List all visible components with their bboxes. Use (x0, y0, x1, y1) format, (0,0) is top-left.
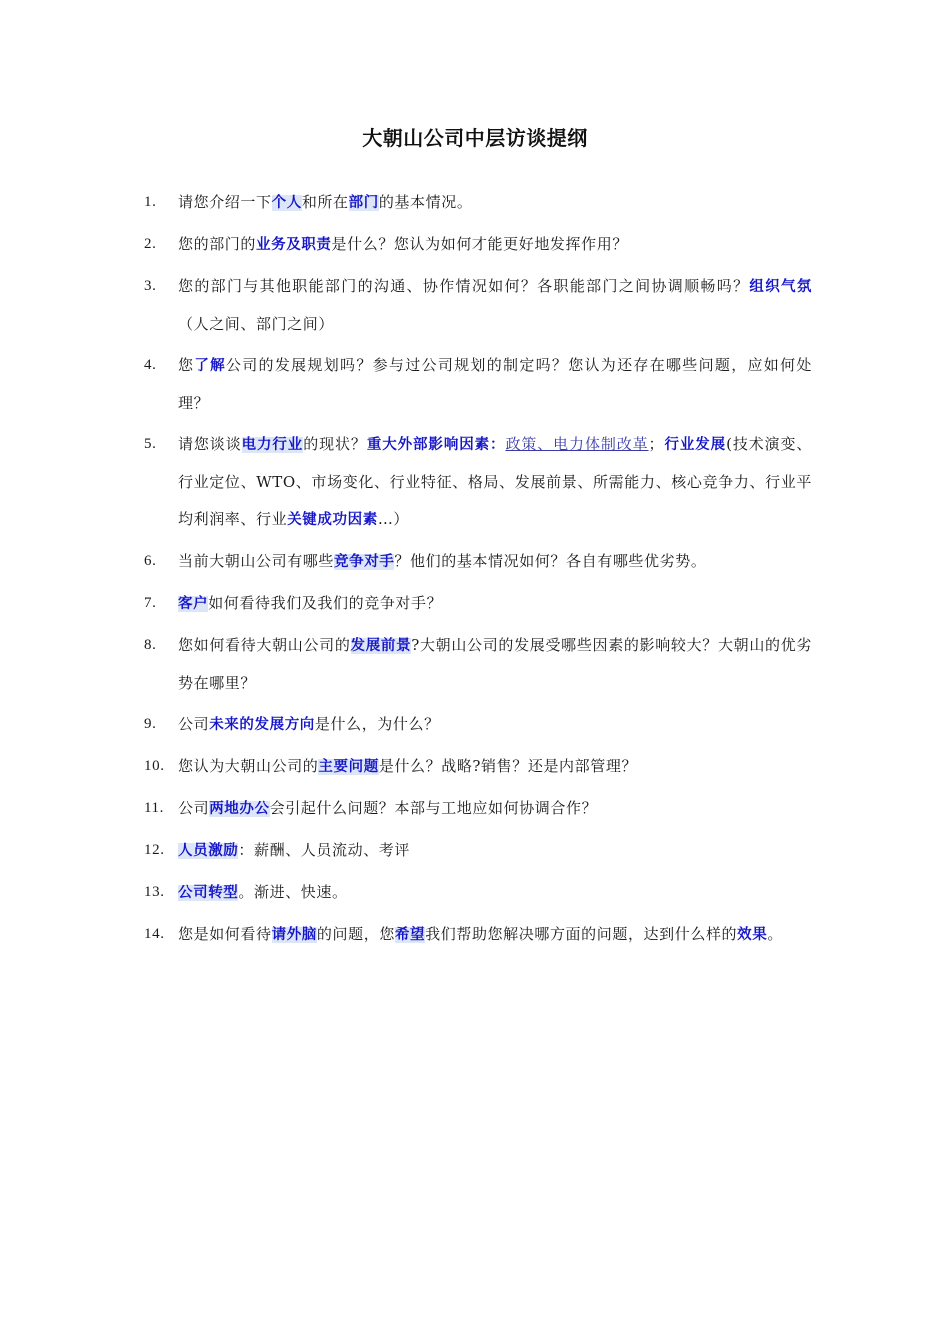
question-item (144, 916, 812, 954)
question-item (144, 627, 812, 702)
text-run: ：薪酬、人员流动、考评 (238, 841, 411, 859)
question-number: 1. (144, 194, 157, 210)
text-run: ?大朝山公司的发展受哪些因素的影响较大？大朝山的优劣势在哪里？ (178, 636, 812, 692)
text-run: 是什么，为什么？ (314, 715, 440, 733)
text-run: 公司 (178, 715, 210, 733)
question-number: 5. (144, 436, 157, 452)
question-item (144, 790, 812, 828)
question-number: 12. (144, 842, 165, 858)
text-run: 您 (178, 356, 195, 374)
text-run: 的现状？ (303, 435, 367, 453)
text-run: 公司的发展规划吗？参与过公司规划的制定吗？您认为还存在哪些问题，应如何处理？ (178, 356, 813, 412)
text-run: 的基本情况。 (378, 193, 473, 211)
question-item (144, 585, 812, 623)
text-run: …） (377, 510, 410, 528)
question-number: 7. (144, 595, 157, 611)
question-text (178, 426, 812, 539)
text-run: 请您介绍一下 (178, 193, 272, 211)
question-text (178, 790, 812, 828)
text-run: 当前大朝山公司有哪些 (178, 552, 335, 570)
text-run: 您是如何看待 (178, 925, 272, 943)
question-number: 13. (144, 884, 165, 900)
keyword-highlight: 客户 (178, 596, 209, 612)
keyword: 行业发展 (664, 437, 727, 453)
keyword-highlight: 竞争对手 (334, 554, 395, 570)
keyword: 组织气氛 (749, 279, 812, 295)
keyword-highlight: 公司转型 (178, 885, 239, 901)
page-title: 大朝山公司中层访谈提纲 (362, 126, 588, 150)
question-text (178, 832, 812, 870)
text-run: 我们帮助您解决哪方面的问题，达到什么样的 (425, 925, 738, 943)
question-item (144, 706, 812, 744)
keyword: 了解 (194, 358, 226, 374)
question-number: 9. (144, 716, 157, 732)
keyword-highlight: 主要问题 (318, 759, 379, 775)
question-list (144, 184, 812, 958)
keyword: 效果 (737, 927, 768, 943)
question-item (144, 347, 812, 422)
text-run: 您的部门与其他职能部门的沟通、协作情况如何？各职能部门之间协调顺畅吗？ (178, 277, 750, 295)
keyword: 业务及职责 (256, 237, 332, 253)
inline-link[interactable]: 政策、电力体制改革 (505, 435, 649, 453)
text-run: 您如何看待大朝山公司的 (178, 636, 351, 654)
question-text (178, 748, 812, 786)
keyword-highlight: 请外脑 (271, 927, 317, 943)
question-number: 14. (144, 926, 165, 942)
question-item (144, 184, 812, 222)
question-item (144, 426, 812, 539)
text-run: 会引起什么问题？本部与工地应如何协调合作？ (269, 799, 598, 817)
question-number: 2. (144, 236, 157, 252)
text-run: ； (648, 435, 665, 453)
keyword: 未来的发展方向 (209, 717, 315, 733)
question-number: 4. (144, 357, 157, 373)
keyword-highlight: 电力行业 (241, 437, 304, 453)
text-run: 是什么？战略?销售？还是内部管理？ (378, 757, 638, 775)
keyword-highlight: 希望 (394, 927, 426, 943)
keyword: 重大外部影响因素： (366, 437, 506, 453)
question-number: 11. (144, 800, 164, 816)
question-text (178, 627, 812, 702)
question-number: 8. (144, 637, 157, 653)
keyword-highlight: 个人 (271, 195, 302, 211)
question-text (178, 184, 812, 222)
text-run: 您的部门的 (178, 235, 257, 253)
question-item (144, 543, 812, 581)
keyword-highlight: 发展前景 (350, 638, 412, 654)
keyword: 关键成功因素 (287, 512, 378, 528)
text-run: 和所在 (301, 193, 349, 211)
text-run: 。渐进、快速。 (238, 883, 348, 901)
text-run: 公司 (178, 799, 210, 817)
question-text (178, 268, 812, 343)
text-run: 。 (767, 925, 783, 943)
question-item (144, 832, 812, 870)
keyword-highlight: 部门 (348, 195, 379, 211)
text-run: ？他们的基本情况如何？各自有哪些优劣势。 (394, 552, 707, 570)
question-number: 3. (144, 278, 157, 294)
question-text (178, 347, 812, 422)
text-run: 的问题，您 (316, 925, 395, 943)
question-text (178, 226, 812, 264)
text-run: 您认为大朝山公司的 (178, 757, 319, 775)
text-run: 请您谈谈 (178, 435, 242, 453)
question-item (144, 226, 812, 264)
question-text (178, 585, 812, 623)
question-number: 10. (144, 758, 165, 774)
text-run: (技术演变、行业定位、WTO、市场变化、行业特征、格局、发展前景、所需能力、核心竞争力、行业平均利润率、行业 (178, 435, 813, 528)
text-run: （人之间、部门之间） (178, 315, 335, 333)
question-item (144, 748, 812, 786)
text-run: 是什么？您认为如何才能更好地发挥作用？ (331, 235, 628, 253)
question-text (178, 874, 812, 912)
question-item (144, 874, 812, 912)
question-text (178, 543, 812, 581)
question-item (144, 268, 812, 343)
keyword-highlight: 人员激励 (178, 843, 239, 859)
keyword-highlight: 两地办公 (209, 801, 270, 817)
question-number: 6. (144, 553, 157, 569)
question-text (178, 706, 812, 744)
text-run: 如何看待我们及我们的竞争对手？ (208, 594, 443, 612)
question-text (178, 916, 812, 954)
